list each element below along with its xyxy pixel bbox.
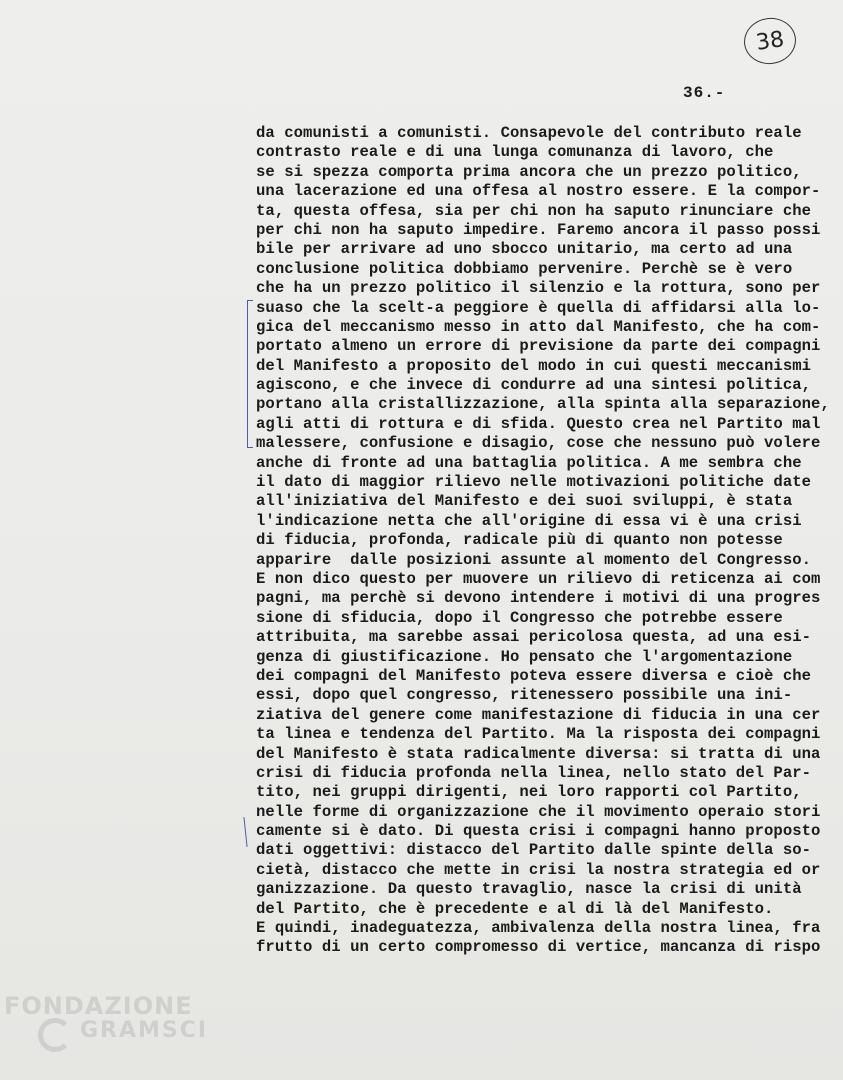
text-line: malessere, confusione e disagio, cose che nessuno può volere (256, 434, 821, 453)
text-line: frutto di un certo compromesso di vertice, mancanza di rispo (256, 938, 821, 957)
text-line: di fiducia, profonda, radicale più di quanto non potesse (256, 531, 783, 550)
text-line: ta, questa offesa, sia per chi non ha saputo rinunciare che (256, 201, 812, 220)
text-line: portano alla cristallizzazione, alla spinta alla separazione, (256, 395, 830, 414)
text-line: camente si è dato. Di questa crisi i compagni hanno proposto (256, 822, 821, 841)
text-line: attribuita, ma sarebbe assai pericolosa questa, ad una esi- (256, 628, 812, 647)
text-line: nelle forme di organizzazione che il movimento operaio stori (256, 802, 821, 821)
text-line: del Manifesto è stata radicalmente diversa: si tratta di una (256, 744, 821, 763)
text-line: contrasto reale e di una lunga comunanza di lavoro, che (256, 143, 774, 162)
text-line: agiscono, e che invece di condurre ad una sintesi politica, (256, 376, 812, 395)
text-line: pagni, ma perchè si devono intendere i motivi di una progres (256, 589, 821, 608)
margin-bracket-mark (247, 300, 248, 448)
text-line: cietà, distacco che mette in crisi la nostra strategia ed or (256, 860, 821, 879)
text-line: dei compagni del Manifesto poteva essere diversa e cioè che (256, 666, 812, 685)
text-line: ta linea e tendenza del Partito. Ma la risposta dei compagni (256, 725, 821, 744)
archive-watermark (0, 990, 320, 1070)
text-line: tito, nei gruppi dirigenti, nei loro rapporti col Partito, (256, 783, 802, 802)
text-line: l'indicazione netta che all'origine di essa vi è una crisi (256, 511, 802, 530)
text-line: sione di sfiducia, dopo il Congresso che potrebbe essere (256, 608, 783, 627)
text-line: del Manifesto a proposito del modo in cui questi meccanismi (256, 356, 812, 375)
text-line: per chi non ha saputo impedire. Faremo ancora il passo possi (256, 220, 821, 239)
text-line: E non dico questo per muovere un rilievo di reticenza ai com (256, 569, 821, 588)
typewritten-body (256, 124, 841, 958)
text-line: apparire dalle posizioni assunte al momento del Congresso. (256, 550, 812, 569)
text-line: una lacerazione ed una offesa al nostro essere. E la compor- (256, 182, 821, 201)
text-line: bile per arrivare ad uno sbocco unitario, ma certo ad una (256, 240, 793, 259)
text-line: portato almeno un errore di previsione da parte dei compagni (256, 337, 821, 356)
text-line: che ha un prezzo politico il silenzio e la rottura, sono per (256, 279, 821, 298)
watermark-line1: FONDAZIONE (4, 992, 193, 1020)
watermark-logo-icon (38, 1018, 72, 1052)
page-number: 36.- (683, 84, 726, 102)
text-line: gica del meccanismo messo in atto dal Manifesto, che ha com- (256, 317, 821, 336)
text-line: da comunisti a comunisti. Consapevole del contributo reale (256, 124, 802, 142)
text-line: il dato di maggior rilievo nelle motivazioni politiche date (256, 473, 812, 492)
text-line: all'iniziativa del Manifesto e dei suoi sviluppi, è stata (256, 492, 793, 511)
text-line: suaso che la scelt-a peggiore è quella di affidarsi alla lo- (256, 298, 821, 317)
text-line: dati oggettivi: distacco del Partito dalle spinte della so- (256, 841, 812, 860)
archive-number: 38 (754, 26, 786, 56)
text-line: se si spezza comporta prima ancora che un prezzo politico, (256, 162, 802, 181)
margin-tick-mark (243, 817, 247, 847)
text-line: crisi di fiducia profonda nella linea, nello stato del Par- (256, 763, 812, 782)
text-line: anche di fronte ad una battaglia politica. A me sembra che (256, 453, 802, 472)
archive-number-stamp (741, 15, 799, 68)
text-line: conclusione politica dobbiamo pervenire. Perchè se è vero (256, 259, 793, 278)
text-line: del Partito, che è precedente e al di là del Manifesto. (256, 899, 774, 918)
text-line: genza di giustificazione. Ho pensato che l'argomentazione (256, 647, 793, 666)
watermark-line2: GRAMSCI (80, 1018, 209, 1043)
text-line: agli atti di rottura e di sfida. Questo crea nel Partito mal (256, 414, 821, 433)
text-line: essi, dopo quel congresso, ritenessero possibile una ini- (256, 686, 793, 705)
text-line: ziativa del genere come manifestazione di fiducia in una cer (256, 705, 821, 724)
text-line: E quindi, inadeguatezza, ambivalenza della nostra linea, fra (256, 919, 821, 938)
text-line: ganizzazione. Da questo travaglio, nasce la crisi di unità (256, 880, 802, 899)
